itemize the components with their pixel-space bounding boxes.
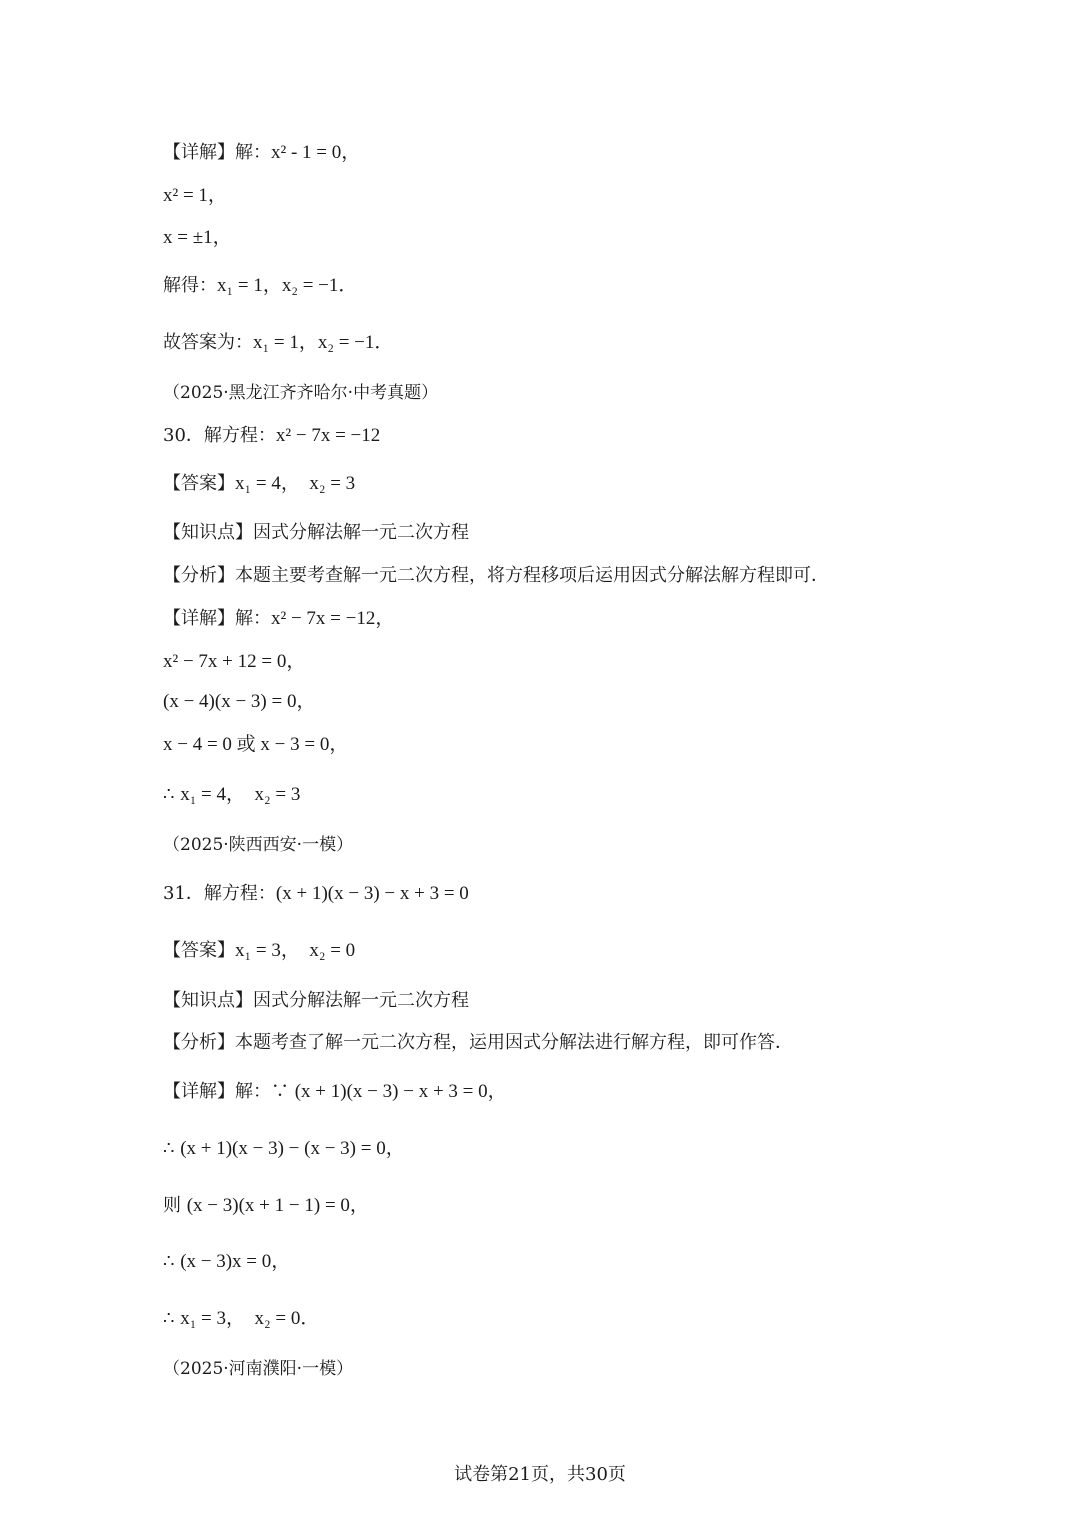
line-math: x² − 7x = −12 <box>275 425 381 446</box>
question-30 <box>163 424 380 448</box>
answer-line <box>163 472 355 496</box>
line-text: 【详解】解： <box>163 608 271 629</box>
line-text: ∴ <box>163 1251 181 1272</box>
answer-line <box>163 939 355 963</box>
line-text: ∴ <box>163 1138 181 1159</box>
line-text: 30．解方程： <box>163 425 276 446</box>
line-math: x² − 7x = −12， <box>271 608 395 629</box>
line-text: 【分析】本题考查了解一元二次方程，运用因式分解法进行解方程，即可作答． <box>163 1032 793 1053</box>
line-text: （2025·陕西西安·一模） <box>163 835 354 855</box>
line-text: 【答案】 <box>163 940 235 961</box>
solution-line <box>163 226 232 250</box>
line-math: (x + 1)(x − 3) − x + 3 = 0， <box>294 1081 507 1102</box>
solution-line <box>163 1137 405 1161</box>
solution-line <box>163 607 394 631</box>
solution-line <box>163 1194 369 1218</box>
line-math: x₁ = 3， x₂ = 0． <box>180 1308 320 1329</box>
solution-line <box>163 1307 319 1331</box>
solution-line <box>163 733 348 757</box>
question-31 <box>163 882 469 906</box>
line-text: 则 <box>163 1195 187 1216</box>
line-text: 【详解】解：∵ <box>163 1081 295 1102</box>
line-text: 31．解方程： <box>163 883 276 904</box>
line-text: 【答案】 <box>163 473 235 494</box>
solution-line <box>163 650 305 674</box>
line-text: 故答案为： <box>163 332 253 353</box>
line-text: ∴ <box>163 784 181 805</box>
source-note <box>163 381 438 405</box>
line-text: 【知识点】因式分解法解一元二次方程 <box>163 990 469 1011</box>
line-text: 【详解】解： <box>163 142 271 163</box>
line-math: x₁ = 4， x₂ = 3 <box>235 473 356 494</box>
line-math: x² − 7x + 12 = 0， <box>163 651 306 672</box>
line-math: (x − 4)(x − 3) = 0， <box>163 691 316 712</box>
line-math: x = ±1， <box>163 227 232 248</box>
analysis-line <box>163 564 829 588</box>
line-math: x₁ = 1，x₂ = −1． <box>217 275 358 296</box>
solution-line <box>163 783 300 807</box>
line-math: x₁ = 4， x₂ = 3 <box>180 784 301 805</box>
line-math: x² = 1， <box>163 185 227 206</box>
solution-line <box>163 141 360 165</box>
line-text: 【分析】本题主要考查解一元二次方程，将方程移项后运用因式分解法解方程即可． <box>163 565 829 586</box>
line-text: （2025·黑龙江齐齐哈尔·中考真题） <box>163 383 439 403</box>
line-math: (x − 3)(x + 1 − 1) = 0， <box>186 1195 369 1216</box>
knowledge-point <box>163 521 469 545</box>
page-footer: 试卷第21页，共30页 <box>454 1464 626 1485</box>
solution-line <box>163 1080 507 1104</box>
line-math: (x + 1)(x − 3) − (x − 3) = 0， <box>180 1138 405 1159</box>
line-math: (x − 3)x = 0， <box>180 1251 291 1272</box>
line-math: x₁ = 3， x₂ = 0 <box>235 940 356 961</box>
solution-line <box>163 184 227 208</box>
source-note <box>163 1357 353 1381</box>
line-text: ∴ <box>163 1308 181 1329</box>
solution-line <box>163 1250 290 1274</box>
solution-line <box>163 690 315 714</box>
line-text: 【知识点】因式分解法解一元二次方程 <box>163 522 469 543</box>
analysis-line <box>163 1031 793 1055</box>
line-math: x₁ = 1，x₂ = −1． <box>253 332 394 353</box>
solution-line <box>163 331 393 355</box>
line-text: （2025·河南濮阳·一模） <box>163 1359 354 1379</box>
line-text: 解得： <box>163 275 217 296</box>
source-note <box>163 833 353 857</box>
line-math: x − 4 = 0 或 x − 3 = 0， <box>163 734 349 755</box>
solution-line <box>163 274 357 298</box>
line-math: (x + 1)(x − 3) − x + 3 = 0 <box>275 883 469 904</box>
knowledge-point <box>163 989 469 1013</box>
line-math: x² - 1 = 0， <box>271 142 361 163</box>
